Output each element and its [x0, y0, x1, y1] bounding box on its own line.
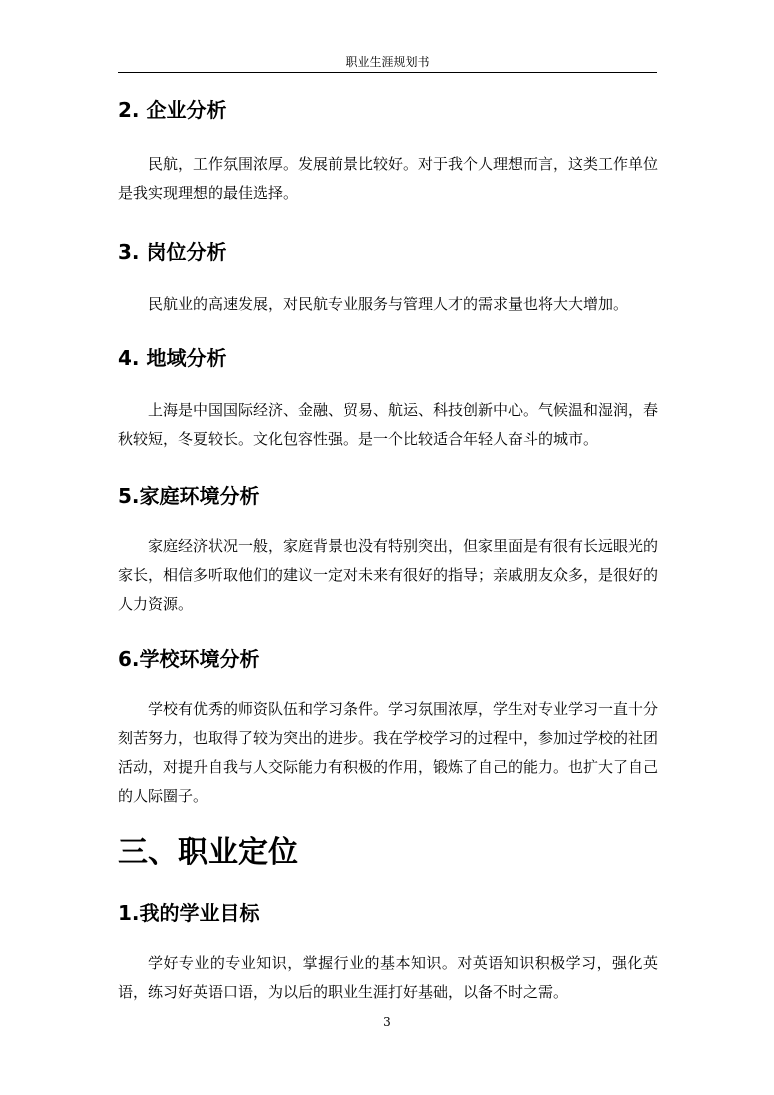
section-heading-academic-goals: 1.我的学业目标: [118, 901, 260, 925]
page-content: [118, 96, 658, 1007]
section-paragraph-family-analysis: 家庭经济状况一般，家庭背景也没有特别突出，但家里面是有很有长远眼光的家长，相信多听取他们的建议一定对未来有很好的指导；亲戚朋友众多，是很好的人力资源。: [118, 537, 659, 613]
section-paragraph-position-analysis: 民航业的高速发展，对民航专业服务与管理人才的需求量也将大大增加。: [148, 295, 629, 313]
section-paragraph-academic-goals: 学好专业的专业知识，掌握行业的基本知识。对英语知识积极学习，强化英语，练习好英语口语，为以后的职业生涯打好基础，以备不时之需。: [118, 954, 658, 1001]
header-divider: [118, 72, 657, 73]
section-heading-family-analysis: 5.家庭环境分析: [118, 484, 260, 508]
section-heading-school-analysis: 6.学校环境分析: [118, 647, 260, 671]
section-paragraph-school-analysis: 学校有优秀的师资队伍和学习条件。学习氛围浓厚，学生对专业学习一直十分刻苦努力，也取得了较为突出的进步。我在学校学习的过程中，参加过学校的社团活动，对提升自我与人交际能力有积极的作用，锻炼了自己的能力。也扩大了自己的人际圈子。: [118, 700, 659, 805]
section-heading-enterprise-analysis: 2. 企业分析: [118, 98, 227, 122]
section-heading-region-analysis: 4. 地域分析: [118, 346, 227, 370]
section-paragraph-enterprise-analysis: 民航，工作氛围浓厚。发展前景比较好。对于我个人理想而言，这类工作单位是我实现理想的最佳选择。: [118, 155, 659, 202]
page-number: 3: [383, 1015, 391, 1029]
section-paragraph-region-analysis: 上海是中国国际经济、金融、贸易、航运、科技创新中心。气候温和湿润，春秋较短，冬夏较长。文化包容性强。是一个比较适合年轻人奋斗的城市。: [118, 401, 659, 448]
chapter-heading-career-positioning: 三、职业定位: [118, 835, 298, 870]
section-heading-position-analysis: 3. 岗位分析: [118, 240, 227, 264]
page-header-title: 职业生涯规划书: [345, 55, 430, 69]
